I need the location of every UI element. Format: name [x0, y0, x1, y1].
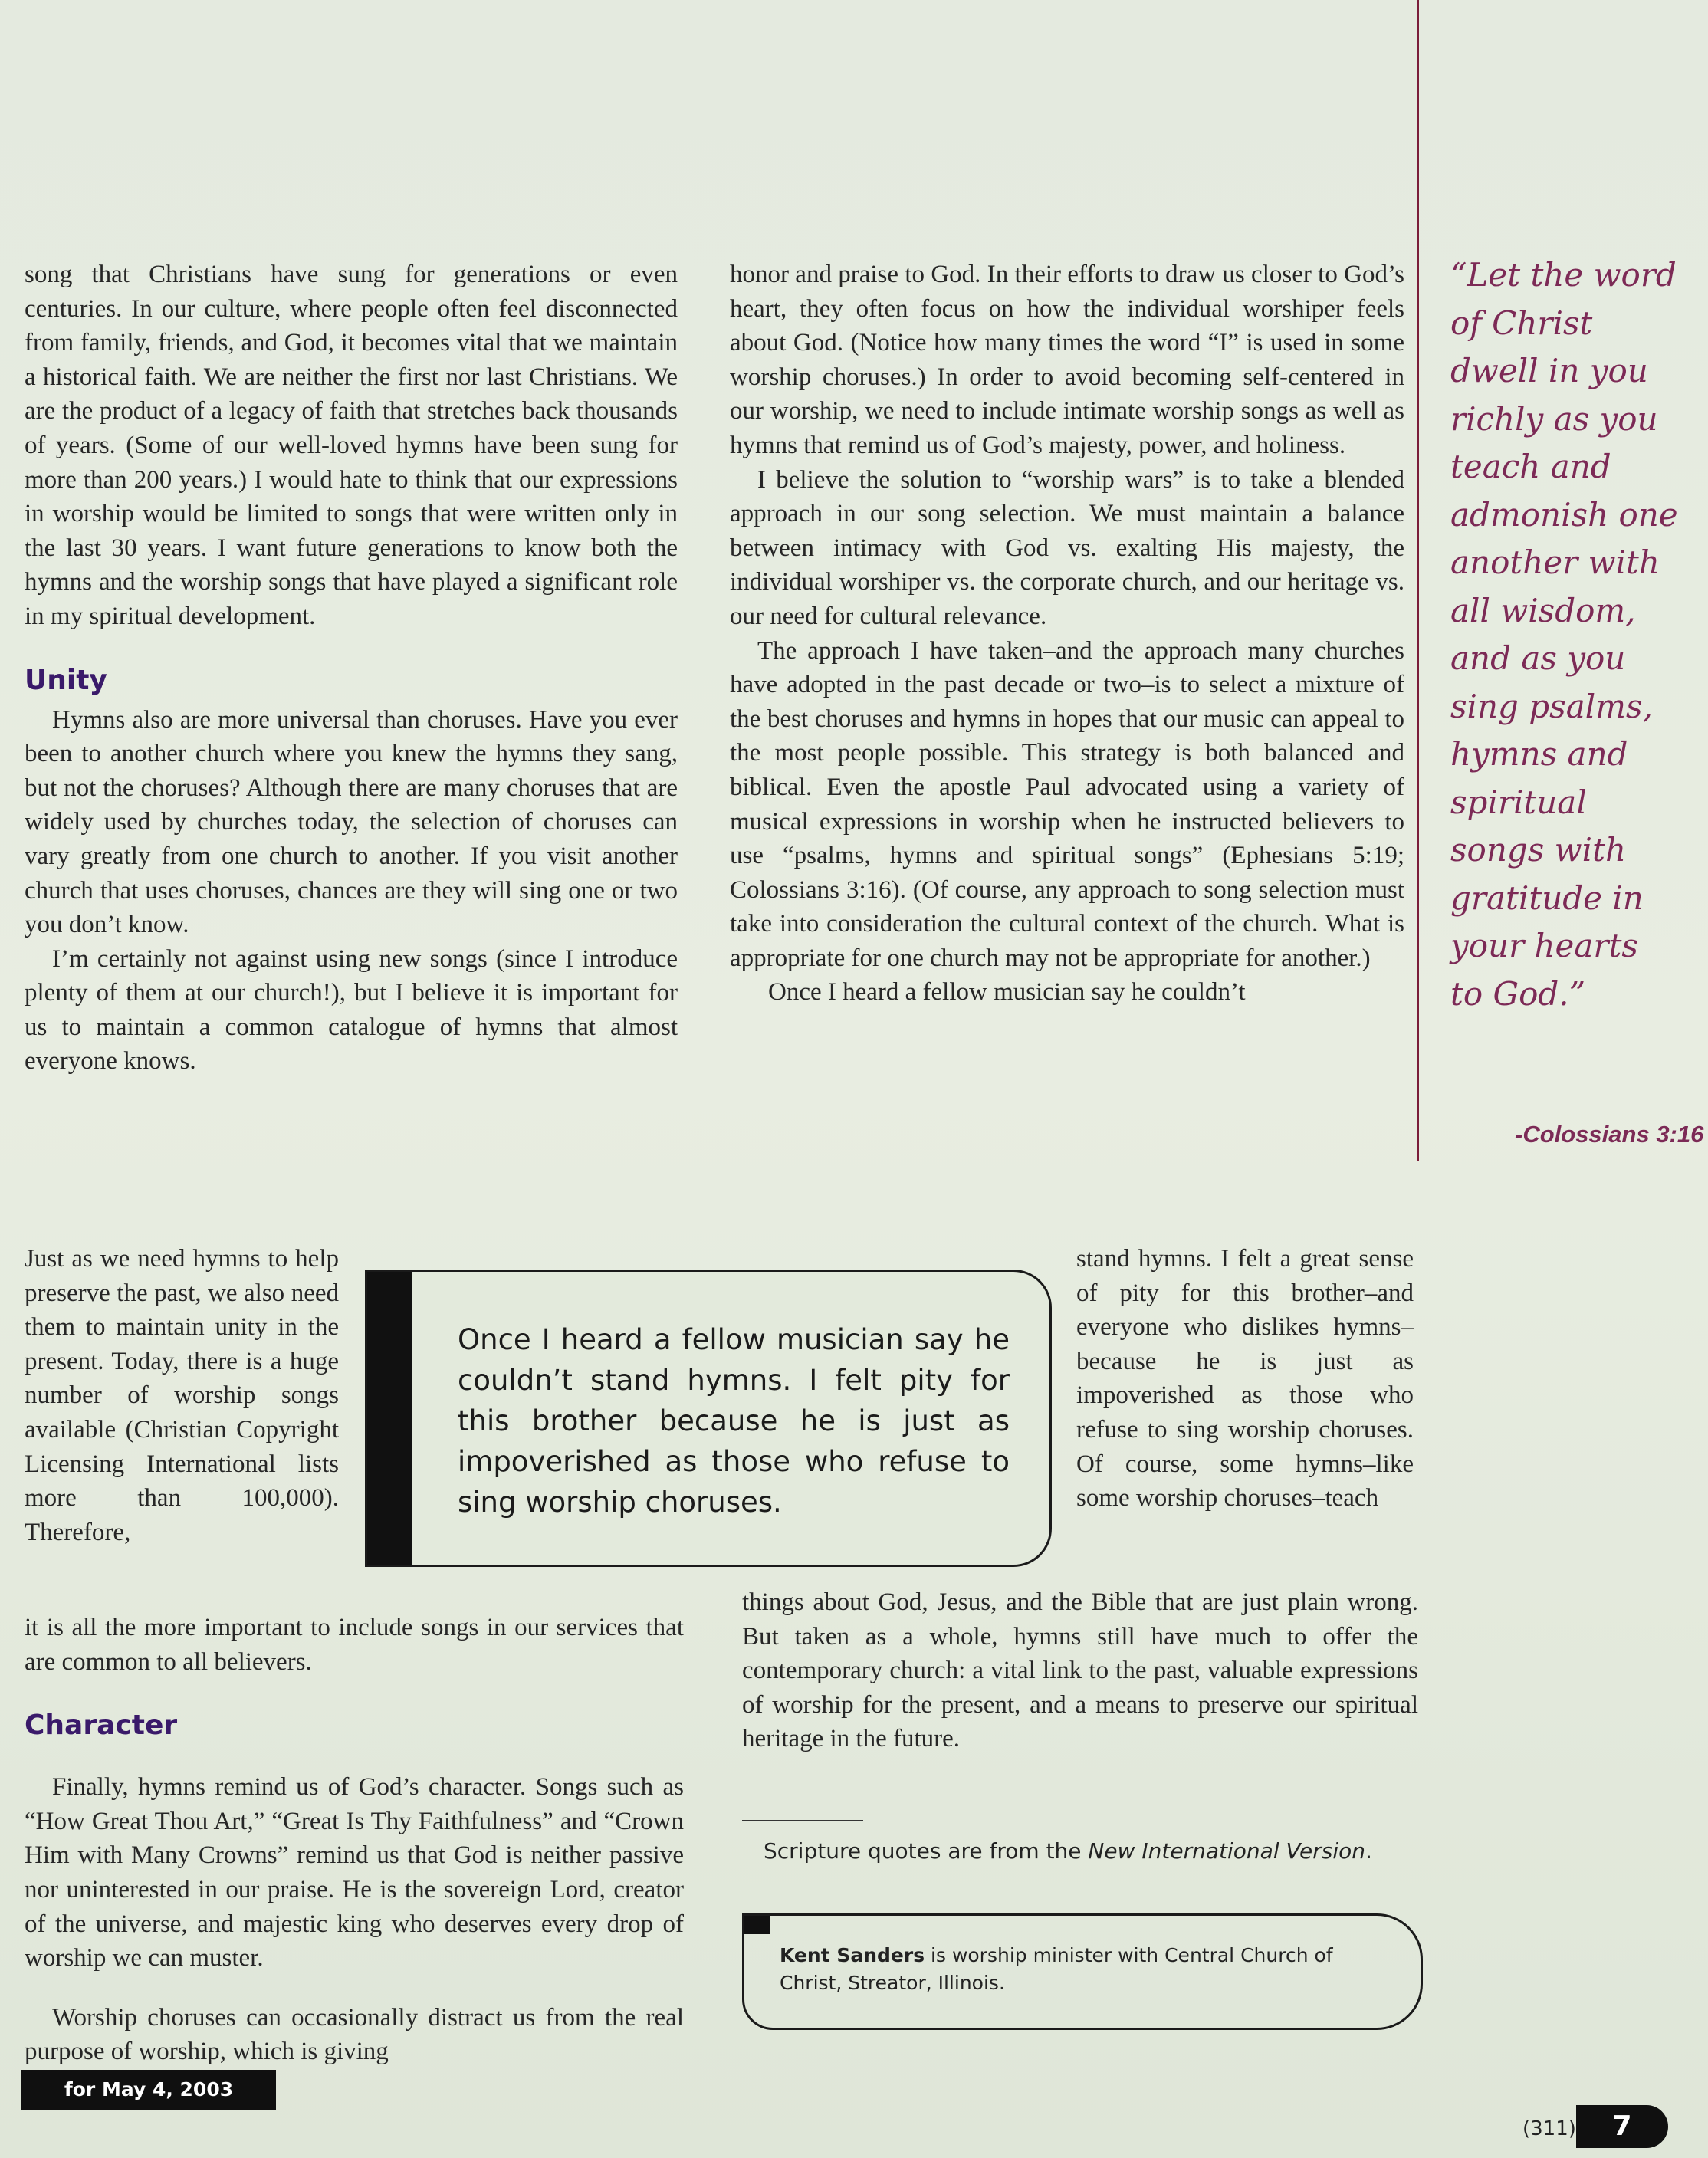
unity-paragraph-2: I’m certainly not against using new songs (since I introduce plenty of them at our church!), but I believe it is important for us to maintain a common catalogue of hymns that almost everyone knows. — [25, 944, 678, 1076]
footnote-version: New International Version — [1088, 1838, 1365, 1864]
issue-number: (311) — [1522, 2117, 1576, 2140]
scripture-reference: -Colossians 3:16 — [1515, 1121, 1704, 1148]
pull-quote-bar — [367, 1272, 412, 1565]
unity-ending: it is all the more important to include songs in our services that are common to all believers. — [25, 1614, 684, 1676]
pull-quote-text: Once I heard a fellow musician say he couldn’t stand hymns. I felt pity for this brother because he is just as impoverished as those who refuse to sing worship choruses. — [458, 1323, 1010, 1519]
author-description: is worship minister with Central Church of Christ, Streator, Illinois. — [780, 1944, 1333, 1994]
left-column-lower — [25, 1585, 684, 2094]
middle-wrap-text: stand hymns. I felt a great sense of pity for this brother–and everyone who dislikes hymns–because he is just as impoverished as those who refuse to sing worship choruses. Of course, some hymns–like some worship choruses–teach — [1076, 1245, 1414, 1513]
heading-character: Character — [25, 1710, 178, 1742]
character-paragraph-2: Worship choruses can occasionally distract us from the real purpose of worship, which is giving — [25, 2003, 684, 2066]
intro-paragraph: song that Christians have sung for generations or even centuries. In our culture, where people often feel disconnected from family, friends, and God, it becomes vital that we maintain a historical faith. We are neither the first nor last Christians. We are the product of a legacy of faith that stretches back thousands of years. (Some of our well-loved hymns have been sung for more than 200 years.) I would hate to think that our expressions in worship would be limited to songs that were written only in the last 30 years. I want future generations to know both the hymns and the worship songs that have played a significant role in my spiritual development. — [25, 261, 678, 630]
page-number: 7 — [1576, 2105, 1668, 2148]
pull-quote-box — [365, 1270, 1052, 1567]
author-name: Kent Sanders — [780, 1944, 925, 1966]
middle-paragraph-4-start: Once I heard a fellow musician say he couldn’t — [768, 978, 1246, 1007]
character-paragraph-1: Finally, hymns remind us of God’s character. Songs such as “How Great Thou Art,” “Great Is Thy Faithfulness” and “Crown Him with Many Crowns” remind us that God is neither passive nor uninterested in our praise. He is the sovereign Lord, creator of the universe, and majestic king who deserves every drop of worship we can muster. — [25, 1773, 684, 1972]
footnote-rule — [742, 1820, 863, 1821]
footnote — [764, 1838, 1372, 1864]
heading-unity: Unity — [25, 664, 107, 696]
unity-paragraph-1: Hymns also are more universal than choruses. Have you ever been to another church where you knew the hymns they sang, but not the choruses? Although there are many choruses that are widely used by churches today, the selection of choruses can vary greatly from one church to another. If you visit another church that uses choruses, chances are they will sing one or two you don’t know. — [25, 705, 678, 939]
middle-column — [730, 258, 1404, 1010]
unity-wrap-text: Just as we need hymns to help preserve the past, we also need them to maintain unity in the present. Today, there is a huge number of worship songs available (Christian Copyright Licensing International lists more than 100,000). Therefore, — [25, 1245, 339, 1546]
middle-paragraph-3: The approach I have taken–and the approach many churches have adopted in the past decade or two–is to select a mixture of the best choruses and hymns in hopes that our music can appeal to the most people possible. This strategy is both balanced and biblical. Even the apostle Paul advocated using a variety of musical expressions in worship when he instructed believers to use “psalms, hymns and spiritual songs” (Ephesians 5:19; Colossians 3:16). (Of course, any approach to song selection must take into consideration the cultural context of the church. What is appropriate for one church may not be appropriate for another.) — [730, 636, 1404, 972]
footnote-prefix: Scripture quotes are from the — [764, 1838, 1089, 1864]
author-box-bar — [744, 1916, 770, 1934]
scripture-quote: “Let the word of Christ dwell in you richly as you teach and admonish one another with all wisdom, and as you sing psalms, hymns and spiritual songs with gratitude in your hearts to God.” — [1450, 256, 1678, 1013]
author-box — [742, 1913, 1423, 2030]
left-column — [25, 258, 678, 1079]
footnote-suffix: . — [1365, 1838, 1372, 1864]
author-bio — [780, 1942, 1385, 1997]
middle-paragraph-2: I believe the solution to “worship wars” is to take a blended approach in our song selection. We must maintain a balance between intimacy with God vs. exalting His majesty, the individual worshiper vs. the corporate church, and our heritage vs. our need for cultural relevance. — [730, 465, 1404, 630]
issue-date: for May 4, 2003 — [21, 2070, 276, 2110]
middle-column-ending: things about God, Jesus, and the Bible that are just plain wrong. But taken as a whole, hymns still have much to offer the contemporary church: a vital link to the past, valuable expressions of worship for the present, and a means to preserve our spiritual heritage in the future. — [742, 1588, 1418, 1753]
middle-paragraph-1: honor and praise to God. In their efforts to draw us closer to God’s heart, they often focus on how the individual worshiper feels about God. (Notice how many times the word “I” is used in some worship choruses.) In order to avoid becoming self-centered in our worship, we need to include intimate worship songs as well as hymns that remind us of God’s majesty, power, and holiness. — [730, 261, 1404, 459]
sidebar-divider — [1417, 0, 1419, 1161]
